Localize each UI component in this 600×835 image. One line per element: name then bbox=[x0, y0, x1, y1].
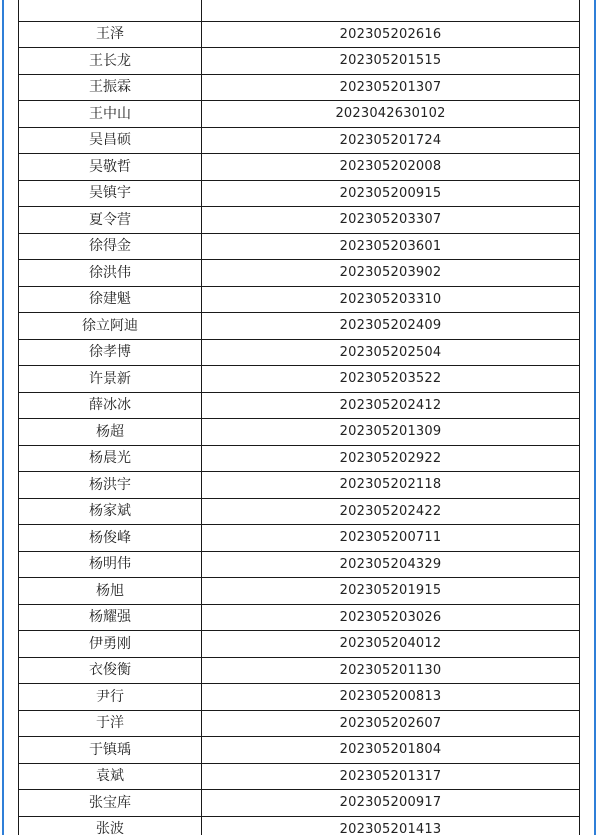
id-cell: 202305201307 bbox=[202, 74, 580, 101]
name-cell: 王中山 bbox=[19, 101, 202, 128]
name-cell: 于镇瑀 bbox=[19, 737, 202, 764]
name-cell: 于洋 bbox=[19, 710, 202, 737]
student-table-body bbox=[19, 0, 580, 835]
name-cell: 杨俊峰 bbox=[19, 525, 202, 552]
name-cell: 薛冰冰 bbox=[19, 392, 202, 419]
table-row bbox=[19, 0, 580, 21]
table-row bbox=[19, 233, 580, 260]
id-cell: 202305202607 bbox=[202, 710, 580, 737]
table-row bbox=[19, 790, 580, 817]
table-row bbox=[19, 684, 580, 711]
table-row bbox=[19, 604, 580, 631]
table-row bbox=[19, 445, 580, 472]
table-row bbox=[19, 154, 580, 181]
table-row bbox=[19, 525, 580, 552]
name-cell: 杨旭 bbox=[19, 578, 202, 605]
table-row bbox=[19, 737, 580, 764]
id-cell: 202305201413 bbox=[202, 816, 580, 835]
table-row bbox=[19, 260, 580, 287]
name-cell: 衣俊衡 bbox=[19, 657, 202, 684]
name-cell: 杨洪宇 bbox=[19, 472, 202, 499]
name-cell: 杨家斌 bbox=[19, 498, 202, 525]
id-cell: 202305200915 bbox=[202, 180, 580, 207]
table-row bbox=[19, 180, 580, 207]
table-row bbox=[19, 286, 580, 313]
name-cell: 杨超 bbox=[19, 419, 202, 446]
id-cell: 202305201724 bbox=[202, 127, 580, 154]
table-row bbox=[19, 763, 580, 790]
id-cell: 202305203522 bbox=[202, 366, 580, 393]
name-cell: 伊勇刚 bbox=[19, 631, 202, 658]
name-cell: 张宝库 bbox=[19, 790, 202, 817]
table-row bbox=[19, 816, 580, 835]
id-cell: 202305203026 bbox=[202, 604, 580, 631]
id-cell: 202305203310 bbox=[202, 286, 580, 313]
id-cell: 202305202118 bbox=[202, 472, 580, 499]
table-row bbox=[19, 127, 580, 154]
name-cell: 王泽 bbox=[19, 21, 202, 48]
id-cell: 202305201309 bbox=[202, 419, 580, 446]
id-cell: 202305201515 bbox=[202, 48, 580, 75]
table-row bbox=[19, 657, 580, 684]
name-cell: 许景新 bbox=[19, 366, 202, 393]
table-row bbox=[19, 366, 580, 393]
name-cell: 徐立阿迪 bbox=[19, 313, 202, 340]
id-cell: 202305200813 bbox=[202, 684, 580, 711]
id-cell: 202305203307 bbox=[202, 207, 580, 234]
frame-border-left bbox=[2, 0, 4, 835]
id-cell: 202305202616 bbox=[202, 21, 580, 48]
id-cell: 202305203601 bbox=[202, 233, 580, 260]
name-cell: 杨耀强 bbox=[19, 604, 202, 631]
id-cell: 202305202008 bbox=[202, 154, 580, 181]
student-table bbox=[18, 0, 580, 835]
frame-border-right bbox=[594, 0, 596, 835]
name-cell bbox=[19, 0, 202, 21]
table-row bbox=[19, 551, 580, 578]
table-row bbox=[19, 472, 580, 499]
table-row bbox=[19, 48, 580, 75]
id-cell: 2023042630102 bbox=[202, 101, 580, 128]
table-row bbox=[19, 498, 580, 525]
id-cell: 202305201915 bbox=[202, 578, 580, 605]
id-cell: 202305202412 bbox=[202, 392, 580, 419]
id-cell: 202305204329 bbox=[202, 551, 580, 578]
name-cell: 张波 bbox=[19, 816, 202, 835]
name-cell: 王振霖 bbox=[19, 74, 202, 101]
name-cell: 杨晨光 bbox=[19, 445, 202, 472]
id-cell: 202305201804 bbox=[202, 737, 580, 764]
table-row bbox=[19, 631, 580, 658]
name-cell: 尹行 bbox=[19, 684, 202, 711]
table-row bbox=[19, 207, 580, 234]
id-cell bbox=[202, 0, 580, 21]
id-cell: 202305202422 bbox=[202, 498, 580, 525]
table-row bbox=[19, 578, 580, 605]
name-cell: 徐得金 bbox=[19, 233, 202, 260]
id-cell: 202305202922 bbox=[202, 445, 580, 472]
table-row bbox=[19, 74, 580, 101]
id-cell: 202305202504 bbox=[202, 339, 580, 366]
name-cell: 徐孝博 bbox=[19, 339, 202, 366]
table-row bbox=[19, 392, 580, 419]
name-cell: 夏令营 bbox=[19, 207, 202, 234]
table-row bbox=[19, 313, 580, 340]
name-cell: 徐建魁 bbox=[19, 286, 202, 313]
table-row bbox=[19, 339, 580, 366]
table-row bbox=[19, 710, 580, 737]
id-cell: 202305204012 bbox=[202, 631, 580, 658]
name-cell: 吴昌硕 bbox=[19, 127, 202, 154]
table-row bbox=[19, 21, 580, 48]
id-cell: 202305202409 bbox=[202, 313, 580, 340]
id-cell: 202305203902 bbox=[202, 260, 580, 287]
id-cell: 202305201317 bbox=[202, 763, 580, 790]
name-cell: 吴镇宇 bbox=[19, 180, 202, 207]
name-cell: 袁斌 bbox=[19, 763, 202, 790]
id-cell: 202305201130 bbox=[202, 657, 580, 684]
name-cell: 杨明伟 bbox=[19, 551, 202, 578]
id-cell: 202305200711 bbox=[202, 525, 580, 552]
table-row bbox=[19, 101, 580, 128]
id-cell: 202305200917 bbox=[202, 790, 580, 817]
name-cell: 吴敬哲 bbox=[19, 154, 202, 181]
name-cell: 王长龙 bbox=[19, 48, 202, 75]
table-row bbox=[19, 419, 580, 446]
name-cell: 徐洪伟 bbox=[19, 260, 202, 287]
